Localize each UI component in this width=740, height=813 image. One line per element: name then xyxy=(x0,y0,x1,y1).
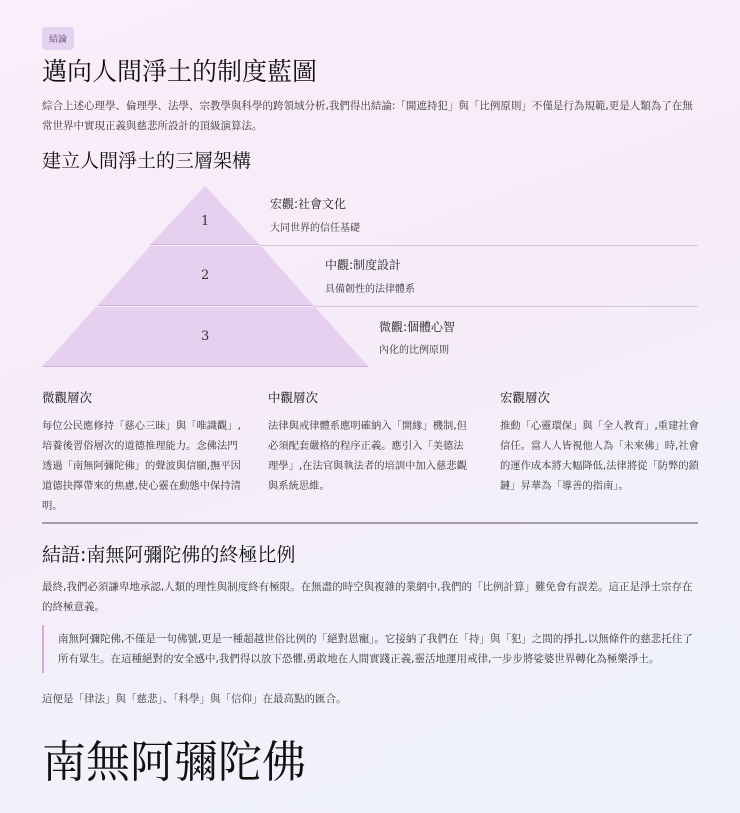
quote-block xyxy=(42,625,698,673)
page-title: 邁向人間淨土的制度藍圖 xyxy=(42,57,318,86)
column-title: 宏觀層次 xyxy=(500,390,551,405)
column-title: 中觀層次 xyxy=(268,390,319,405)
tier-title: 微觀:個體心智 xyxy=(379,320,456,334)
tier-number: 1 xyxy=(201,214,210,229)
column-micro xyxy=(42,388,242,516)
tier-subtitle: 具備韌性的法律體系 xyxy=(325,284,415,295)
column-body: 推動「心靈環保」與「全人教育」,重建社會信任。當人人皆視他人為「未來佛」時,社會的運作成本將大幅降低,法律將從「防弊的鎖鏈」昇華為「導善的指南」。 xyxy=(500,420,699,492)
section-badge: 結論 xyxy=(42,27,74,50)
intro-paragraph: 綜合上述心理學、倫理學、法學、宗教學與科學的跨領域分析,我們得出結論:「開遮持犯」與「比例原則」不僅是行為規範,更是人類為了在無常世界中實現正義與慈悲所設計的頂級演算法。 xyxy=(42,100,693,132)
conclusion-paragraph: 最終,我們必須謙卑地承認,人類的理性與制度終有極限。在無盡的時空與複雜的業網中,我們的「比例計算」難免會有誤差。這正是淨土宗存在的終極意義。 xyxy=(42,581,693,613)
tier-subtitle: 內化的比例原則 xyxy=(379,345,449,356)
column-body: 法律與戒律體系應明確納入「開緣」機制,但必須配套嚴格的程序正義。應引入「美德法理學」,在法官與執法者的培訓中加入慈悲觀與系統思維。 xyxy=(268,420,467,492)
tier-number: 3 xyxy=(201,329,210,344)
tier-subtitle: 大同世界的信任基礎 xyxy=(270,223,360,234)
tier-divider xyxy=(314,306,698,307)
tier-title: 宏觀:社會文化 xyxy=(270,197,347,211)
column-macro xyxy=(500,388,700,496)
closing-paragraph: 這便是「律法」與「慈悲」、「科學」與「信仰」在最高點的匯合。 xyxy=(42,693,347,705)
closing-phrase: 南無阿彌陀佛 xyxy=(42,737,306,788)
tier-title: 中觀:制度設計 xyxy=(325,258,402,272)
tier-number: 2 xyxy=(201,268,210,283)
tier-divider xyxy=(260,245,698,246)
column-meso xyxy=(268,388,468,496)
conclusion-heading: 結語:南無阿彌陀佛的終極比例 xyxy=(42,544,296,566)
pyramid-heading: 建立人間淨土的三層架構 xyxy=(42,150,252,172)
quote-text: 南無阿彌陀佛,不僅是一句佛號,更是一種超越世俗比例的「絕對恩寵」。它接納了我們在「持」與「犯」之間的掙扎,以無條件的慈悲托住了所有眾生。在這種絕對的安全感中,我們得以放下恐懼,勇敢地在人間實踐正義,靈活地運用戒律,一步步將娑婆世界轉化為極樂淨土。 xyxy=(58,633,693,665)
column-title: 微觀層次 xyxy=(42,390,93,405)
column-body: 每位公民應修持「慈心三昧」與「唯識觀」,培養後習俗層次的道德推理能力。念佛法門透過「南無阿彌陀佛」的聲波與信願,撫平因道德抉擇帶來的焦慮,使心靈在動態中保持清明。 xyxy=(42,420,241,512)
section-divider xyxy=(42,522,698,524)
